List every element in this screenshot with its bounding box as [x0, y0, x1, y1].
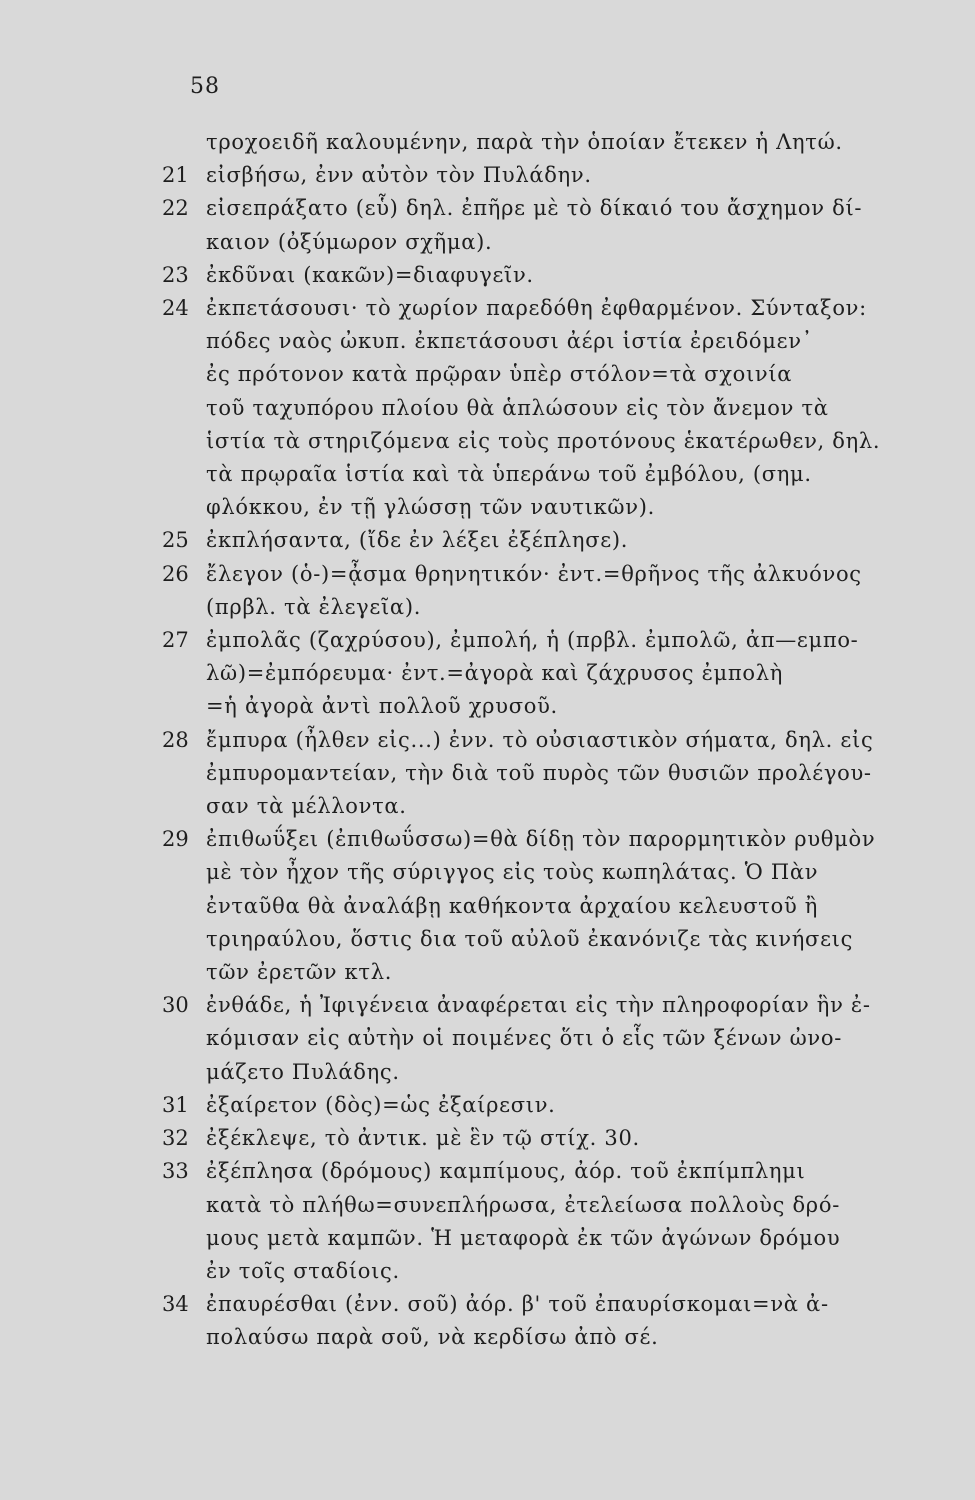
entry-text	[206, 1155, 960, 1288]
text-line: ἔμπυρα (ἦλθεν εἰς...) ἐνν. τὸ οὐσιαστικὸν σήματα, δηλ. εἰς	[206, 727, 874, 752]
entry-number: 26	[162, 561, 189, 586]
commentary-entry	[160, 724, 960, 824]
text-line: (πρβλ. τὰ ἐλεγεῖα).	[206, 594, 422, 619]
text-line: εἰσεπράξατο (εὗ) δηλ. ἐπῆρε μὲ τὸ δίκαιό του ἄσχημον δί-	[206, 196, 863, 221]
commentary-entry	[160, 259, 960, 292]
text-line: ἐς πρότονον κατὰ πρῷραν ὑπὲρ στόλον=τὰ σχοινία	[206, 362, 793, 387]
commentary-entry	[160, 1288, 960, 1354]
entry-text	[206, 1288, 960, 1354]
entry-text	[206, 1089, 960, 1122]
text-line: εἰσβήσω, ἐνν αὐτὸν τὸν Πυλάδην.	[206, 163, 592, 188]
text-line: μὲ τὸν ἦχον τῆς σύριγγος εἰς τοὺς κωπηλάτας. Ὁ Πὰν	[206, 860, 819, 885]
text-line: ἱστία τὰ στηριζόμενα εἰς τοὺς προτόνους ἑκατέρωθεν, δηλ.	[206, 428, 881, 453]
text-line: λῶ)=ἐμπόρευμα· ἐντ.=ἀγορὰ καὶ ζάχρυσος ἐμπολὴ	[206, 661, 784, 686]
text-line: φλόκκου, ἐν τῇ γλώσσῃ τῶν ναυτικῶν).	[206, 495, 655, 520]
entry-number: 22	[162, 196, 189, 221]
commentary-entry	[160, 558, 960, 624]
entry-number: 34	[162, 1292, 189, 1317]
entry-number: 28	[162, 727, 189, 752]
entry-number: 29	[162, 827, 189, 852]
commentary-entry	[160, 1155, 960, 1288]
text-line: ἐξέπλησα (δρόμους) καμπίμους, ἀόρ. τοῦ ἐκπίμπλημι	[206, 1159, 806, 1184]
text-line: μους μετὰ καμπῶν. Ἡ μεταφορὰ ἐκ τῶν ἀγώνων δρόμου	[206, 1225, 841, 1250]
text-line: =ἡ ἀγορὰ ἀντὶ πολλοῦ χρυσοῦ.	[206, 694, 558, 719]
text-line: τὰ πρῳραῖα ἱστία καὶ τὰ ὑπεράνω τοῦ ἐμβόλου, (σημ.	[206, 462, 812, 487]
entry-text	[206, 259, 960, 292]
text-line: καιον (ὀξύμωρον σχῆμα).	[206, 229, 493, 254]
entry-number: 27	[162, 628, 189, 653]
commentary-entry	[160, 524, 960, 557]
entry-text	[206, 159, 960, 192]
entry-text	[206, 524, 960, 557]
text-line: ἐκδῦναι (κακῶν)=διαφυγεῖν.	[206, 262, 534, 287]
commentary-entry	[160, 159, 960, 192]
commentary-entry	[160, 1122, 960, 1155]
text-line: ἐπαυρέσθαι (ἐνν. σοῦ) ἀόρ. β' τοῦ ἐπαυρίσκομαι=νὰ ἀ-	[206, 1292, 829, 1317]
page-number: 58	[190, 74, 220, 99]
commentary-entry	[160, 624, 960, 724]
entry-text	[206, 823, 960, 989]
text-line: πολαύσω παρὰ σοῦ, νὰ κερδίσω ἀπὸ σέ.	[206, 1325, 659, 1350]
commentary-entries	[160, 126, 960, 1355]
text-line: ἐμπολᾶς (ζαχρύσου), ἐμπολή, ἡ (πρβλ. ἐμπολῶ, ἀπ—εμπο-	[206, 628, 859, 653]
entry-number: 31	[162, 1092, 189, 1117]
text-line: πόδες ναὸς ὠκυπ. ἐκπετάσουσι ἀέρι ἱστία ἐρειδόμεν᾽	[206, 329, 813, 354]
entry-text	[206, 558, 960, 624]
text-line: ἐνθάδε, ἡ Ἰφιγένεια ἀναφέρεται εἰς τὴν πληροφορίαν ἣν ἐ-	[206, 993, 871, 1018]
entry-number: 32	[162, 1126, 189, 1151]
text-line: σαν τὰ μέλλοντα.	[206, 794, 407, 819]
entry-number: 23	[162, 262, 189, 287]
text-line: κατὰ τὸ πλήθω=συνεπλήρωσα, ἐτελείωσα πολλοὺς δρό-	[206, 1192, 840, 1217]
entry-number: 21	[162, 163, 189, 188]
entry-text	[206, 1122, 960, 1155]
commentary-entry	[160, 1089, 960, 1122]
entry-number	[160, 126, 206, 159]
text-line: τοῦ ταχυπόρου πλοίου θὰ ἁπλώσουν εἰς τὸν ἄνεμον τὰ	[206, 395, 829, 420]
text-line: ἐν τοῖς σταδίοις.	[206, 1258, 400, 1283]
commentary-entry	[160, 126, 960, 159]
entry-text	[206, 989, 960, 1089]
entry-number: 30	[162, 993, 189, 1018]
commentary-entry	[160, 292, 960, 524]
entry-text	[206, 292, 960, 524]
text-line: ἐκπλήσαντα, (ἴδε ἐν λέξει ἐξέπλησε).	[206, 528, 629, 553]
text-line: τριηραύλου, ὅστις δια τοῦ αὐλοῦ ἐκανόνιζε τὰς κινήσεις	[206, 926, 854, 951]
entry-number: 33	[162, 1159, 189, 1184]
entry-text	[206, 126, 960, 159]
entry-number: 24	[162, 296, 189, 321]
entry-text	[206, 192, 960, 258]
text-line: ἐπιθωΰξει (ἐπιθωΰσσω)=θὰ δίδῃ τὸν παρορμητικὸν ρυθμὸν	[206, 827, 876, 852]
text-line: τῶν ἐρετῶν κτλ.	[206, 960, 393, 985]
text-line: ἐξέκλεψε, τὸ ἀντικ. μὲ ἓν τῷ στίχ. 30.	[206, 1126, 640, 1151]
text-line: ἐξαίρετον (δὸς)=ὡς ἐξαίρεσιν.	[206, 1092, 556, 1117]
commentary-entry	[160, 823, 960, 989]
text-line: ἐμπυρομαντείαν, τὴν διὰ τοῦ πυρὸς τῶν θυσιῶν προλέγου-	[206, 760, 872, 785]
text-line: ἐκπετάσουσι· τὸ χωρίον παρεδόθη ἐφθαρμένον. Σύνταξον:	[206, 296, 867, 321]
commentary-entry	[160, 989, 960, 1089]
entry-text	[206, 724, 960, 824]
entry-number: 25	[162, 528, 189, 553]
text-line: κόμισαν εἰς αὐτὴν οἱ ποιμένες ὅτι ὁ εἷς τῶν ξένων ὠνο-	[206, 1026, 843, 1051]
text-line: μάζετο Πυλάδης.	[206, 1059, 400, 1084]
text-line: τροχοειδῆ καλουμένην, παρὰ τὴν ὁποίαν ἔτεκεν ἡ Λητώ.	[206, 130, 843, 154]
text-line: ἐνταῦθα θὰ ἀναλάβῃ καθήκοντα ἀρχαίου κελευστοῦ ἢ	[206, 893, 819, 918]
entry-text	[206, 624, 960, 724]
text-line: ἔλεγον (ὁ-)=ᾆσμα θρηνητικόν· ἐντ.=θρῆνος τῆς ἀλκυόνος	[206, 561, 862, 586]
commentary-entry	[160, 192, 960, 258]
